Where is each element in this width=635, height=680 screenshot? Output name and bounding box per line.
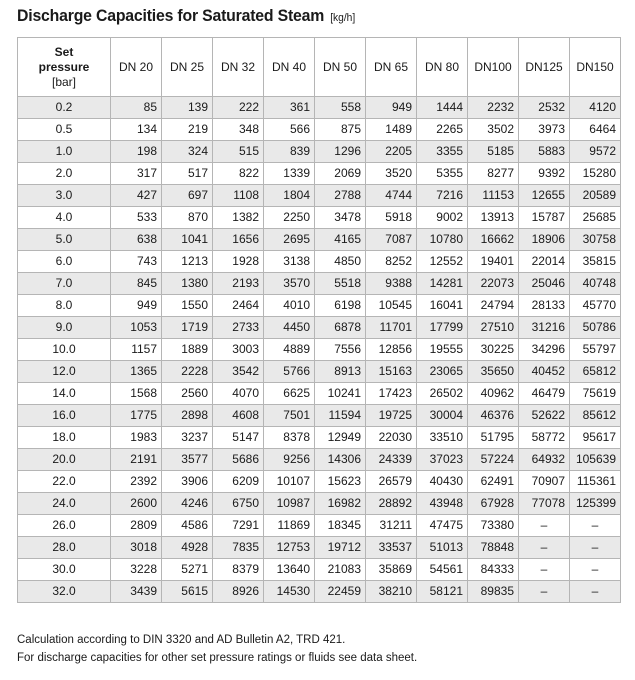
capacity-cell: 9256 [264,449,315,471]
table-row [18,361,621,383]
capacity-cell: – [570,559,621,581]
capacity-cell: 2265 [417,119,468,141]
title-unit: [kg/h] [330,12,356,24]
capacity-cell: 8926 [213,581,264,603]
capacity-cell: 1775 [111,405,162,427]
table-row [18,405,621,427]
capacity-cell: 13913 [468,207,519,229]
capacity-cell: 10780 [417,229,468,251]
table-row [18,471,621,493]
column-header: DN 65 [366,38,417,97]
capacity-cell: 8379 [213,559,264,581]
capacity-cell: 134 [111,119,162,141]
capacity-cell: 30004 [417,405,468,427]
page-title [17,6,355,30]
capacity-cell: 16662 [468,229,519,251]
table-row [18,493,621,515]
set-pressure-label-line1: Set [54,44,74,59]
capacity-cell: 3138 [264,251,315,273]
capacity-cell: 949 [111,295,162,317]
capacity-cell: 3570 [264,273,315,295]
capacity-cell: 3018 [111,537,162,559]
capacity-cell: 52622 [519,405,570,427]
capacity-cell: 57224 [468,449,519,471]
capacity-cell: 2250 [264,207,315,229]
capacity-cell: 2205 [366,141,417,163]
set-pressure-header [18,38,111,97]
capacity-cell: 5686 [213,449,264,471]
capacity-cell: 4586 [162,515,213,537]
table-row [18,119,621,141]
capacity-cell: 19725 [366,405,417,427]
capacity-cell: 2560 [162,383,213,405]
capacity-cell: 7087 [366,229,417,251]
capacity-cell: 10987 [264,493,315,515]
capacity-cell: 6625 [264,383,315,405]
capacity-cell: 3906 [162,471,213,493]
capacity-cell: 15623 [315,471,366,493]
capacity-cell: 95617 [570,427,621,449]
capacity-cell: 2733 [213,317,264,339]
capacity-cell: 1157 [111,339,162,361]
capacity-cell: 50786 [570,317,621,339]
table-row [18,581,621,603]
capacity-cell: 33537 [366,537,417,559]
capacity-cell: 2464 [213,295,264,317]
capacity-cell: 10545 [366,295,417,317]
capacity-cell: 5147 [213,427,264,449]
capacity-cell: 1444 [417,97,468,119]
capacity-cell: 1568 [111,383,162,405]
set-pressure-cell: 14.0 [18,383,111,405]
capacity-cell: 5185 [468,141,519,163]
table-row [18,207,621,229]
capacity-cell: 17423 [366,383,417,405]
capacity-cell: 40748 [570,273,621,295]
table-row [18,317,621,339]
set-pressure-cell: 24.0 [18,493,111,515]
capacity-cell: 11701 [366,317,417,339]
capacity-cell: 85612 [570,405,621,427]
capacity-cell: 2695 [264,229,315,251]
capacity-cell: 77078 [519,493,570,515]
footnotes [17,631,417,667]
capacity-cell: 2809 [111,515,162,537]
capacity-cell: 25046 [519,273,570,295]
capacity-cell: 22030 [366,427,417,449]
capacity-cell: 1889 [162,339,213,361]
capacity-cell: 40962 [468,383,519,405]
discharge-capacity-table [17,37,621,603]
capacity-cell: 24339 [366,449,417,471]
table-row [18,229,621,251]
capacity-cell: 65812 [570,361,621,383]
capacity-cell: 1365 [111,361,162,383]
capacity-cell: 4246 [162,493,213,515]
capacity-cell: 45770 [570,295,621,317]
table-row [18,163,621,185]
capacity-cell: 115361 [570,471,621,493]
capacity-cell: 1380 [162,273,213,295]
capacity-cell: 697 [162,185,213,207]
table-row [18,383,621,405]
capacity-cell: 46479 [519,383,570,405]
capacity-cell: 1719 [162,317,213,339]
capacity-cell: 1928 [213,251,264,273]
capacity-cell: 198 [111,141,162,163]
capacity-cell: 16982 [315,493,366,515]
capacity-cell: 2788 [315,185,366,207]
column-header: DN 20 [111,38,162,97]
capacity-cell: 5518 [315,273,366,295]
set-pressure-cell: 12.0 [18,361,111,383]
capacity-cell: 12753 [264,537,315,559]
capacity-cell: 3520 [366,163,417,185]
capacity-cell: 19712 [315,537,366,559]
column-header: DN 80 [417,38,468,97]
set-pressure-label-line2: pressure [38,59,90,74]
set-pressure-cell: 9.0 [18,317,111,339]
capacity-cell: 12552 [417,251,468,273]
capacity-cell: 2600 [111,493,162,515]
capacity-cell: 64932 [519,449,570,471]
capacity-cell: 3542 [213,361,264,383]
capacity-cell: 11153 [468,185,519,207]
capacity-cell: 9392 [519,163,570,185]
capacity-cell: 3439 [111,581,162,603]
capacity-cell: 19555 [417,339,468,361]
capacity-cell: 517 [162,163,213,185]
capacity-cell: 6464 [570,119,621,141]
capacity-cell: – [519,581,570,603]
set-pressure-cell: 5.0 [18,229,111,251]
capacity-cell: 23065 [417,361,468,383]
capacity-cell: 70907 [519,471,570,493]
capacity-cell: 949 [366,97,417,119]
capacity-cell: 4165 [315,229,366,251]
capacity-cell: 8913 [315,361,366,383]
capacity-cell: 4608 [213,405,264,427]
capacity-cell: 3577 [162,449,213,471]
capacity-cell: 1489 [366,119,417,141]
capacity-cell: 58121 [417,581,468,603]
capacity-cell: 1339 [264,163,315,185]
capacity-cell: 8378 [264,427,315,449]
capacity-cell: 28133 [519,295,570,317]
capacity-cell: 11594 [315,405,366,427]
set-pressure-cell: 32.0 [18,581,111,603]
capacity-cell: 1296 [315,141,366,163]
capacity-cell: 67928 [468,493,519,515]
capacity-cell: 822 [213,163,264,185]
capacity-cell: 13640 [264,559,315,581]
capacity-cell: 9002 [417,207,468,229]
capacity-cell: 31216 [519,317,570,339]
capacity-cell: 1041 [162,229,213,251]
column-header: DN125 [519,38,570,97]
column-header: DN100 [468,38,519,97]
capacity-cell: 2898 [162,405,213,427]
capacity-cell: 4010 [264,295,315,317]
capacity-cell: 3355 [417,141,468,163]
capacity-cell: 2069 [315,163,366,185]
capacity-cell: – [570,581,621,603]
capacity-cell: 75619 [570,383,621,405]
capacity-cell: 6878 [315,317,366,339]
title-text: Discharge Capacities for Saturated Steam [17,6,325,25]
capacity-cell: 37023 [417,449,468,471]
capacity-cell: 8252 [366,251,417,273]
capacity-cell: 21083 [315,559,366,581]
set-pressure-cell: 3.0 [18,185,111,207]
table-row [18,427,621,449]
capacity-cell: 5355 [417,163,468,185]
capacity-cell: 15787 [519,207,570,229]
capacity-cell: 35650 [468,361,519,383]
set-pressure-cell: 28.0 [18,537,111,559]
capacity-cell: 18906 [519,229,570,251]
capacity-cell: 4070 [213,383,264,405]
table-row [18,97,621,119]
set-pressure-cell: 0.2 [18,97,111,119]
capacity-cell: 19401 [468,251,519,273]
capacity-cell: – [570,537,621,559]
capacity-cell: 17799 [417,317,468,339]
set-pressure-cell: 10.0 [18,339,111,361]
capacity-cell: 16041 [417,295,468,317]
set-pressure-cell: 1.0 [18,141,111,163]
set-pressure-cell: 6.0 [18,251,111,273]
capacity-cell: 7835 [213,537,264,559]
capacity-cell: 219 [162,119,213,141]
capacity-cell: 2392 [111,471,162,493]
capacity-cell: 26502 [417,383,468,405]
capacity-cell: 2228 [162,361,213,383]
capacity-cell: 1656 [213,229,264,251]
capacity-cell: 4850 [315,251,366,273]
capacity-cell: 1804 [264,185,315,207]
capacity-cell: 10107 [264,471,315,493]
capacity-cell: 12856 [366,339,417,361]
capacity-cell: 6209 [213,471,264,493]
capacity-cell: 14306 [315,449,366,471]
column-header: DN 25 [162,38,213,97]
capacity-cell: 317 [111,163,162,185]
capacity-cell: 26579 [366,471,417,493]
capacity-cell: 3502 [468,119,519,141]
set-pressure-cell: 16.0 [18,405,111,427]
capacity-cell: 4450 [264,317,315,339]
capacity-cell: 31211 [366,515,417,537]
set-pressure-cell: 22.0 [18,471,111,493]
capacity-cell: 7291 [213,515,264,537]
table-row [18,295,621,317]
table-body [18,97,621,603]
capacity-cell: 62491 [468,471,519,493]
capacity-cell: 533 [111,207,162,229]
capacity-cell: 25685 [570,207,621,229]
table-row [18,251,621,273]
table-row [18,339,621,361]
capacity-cell: 875 [315,119,366,141]
capacity-cell: – [519,537,570,559]
capacity-cell: 125399 [570,493,621,515]
capacity-cell: 1213 [162,251,213,273]
capacity-cell: 11869 [264,515,315,537]
column-header: DN150 [570,38,621,97]
set-pressure-cell: 18.0 [18,427,111,449]
capacity-cell: 5615 [162,581,213,603]
capacity-cell: 324 [162,141,213,163]
table-row [18,515,621,537]
set-pressure-cell: 4.0 [18,207,111,229]
capacity-cell: 27510 [468,317,519,339]
capacity-cell: 15280 [570,163,621,185]
capacity-cell: 4120 [570,97,621,119]
capacity-cell: 845 [111,273,162,295]
capacity-cell: 9388 [366,273,417,295]
capacity-cell: 1053 [111,317,162,339]
capacity-cell: 38210 [366,581,417,603]
capacity-cell: – [519,559,570,581]
capacity-cell: 30758 [570,229,621,251]
capacity-cell: 18345 [315,515,366,537]
capacity-cell: 4889 [264,339,315,361]
capacity-cell: 638 [111,229,162,251]
capacity-cell: 839 [264,141,315,163]
capacity-cell: 33510 [417,427,468,449]
capacity-cell: 2193 [213,273,264,295]
capacity-cell: 85 [111,97,162,119]
table-row [18,559,621,581]
capacity-cell: 5271 [162,559,213,581]
capacity-cell: 5766 [264,361,315,383]
capacity-cell: 427 [111,185,162,207]
capacity-cell: 105639 [570,449,621,471]
capacity-cell: 5918 [366,207,417,229]
table-row [18,141,621,163]
set-pressure-cell: 26.0 [18,515,111,537]
set-pressure-cell: 7.0 [18,273,111,295]
capacity-cell: 47475 [417,515,468,537]
set-pressure-cell: 0.5 [18,119,111,141]
capacity-cell: 24794 [468,295,519,317]
capacity-cell: 5883 [519,141,570,163]
capacity-cell: 2191 [111,449,162,471]
capacity-cell: 46376 [468,405,519,427]
capacity-cell: 3973 [519,119,570,141]
capacity-cell: 139 [162,97,213,119]
capacity-cell: 8277 [468,163,519,185]
column-header: DN 50 [315,38,366,97]
set-pressure-unit: [bar] [51,74,76,89]
capacity-cell: 43948 [417,493,468,515]
capacity-cell: 14530 [264,581,315,603]
capacity-cell: 7556 [315,339,366,361]
capacity-cell: 3228 [111,559,162,581]
capacity-cell: 15163 [366,361,417,383]
capacity-cell: 28892 [366,493,417,515]
capacity-cell: – [570,515,621,537]
capacity-cell: 566 [264,119,315,141]
capacity-cell: 515 [213,141,264,163]
set-pressure-cell: 30.0 [18,559,111,581]
table-row [18,273,621,295]
capacity-cell: 58772 [519,427,570,449]
capacity-cell: 3478 [315,207,366,229]
capacity-cell: 9572 [570,141,621,163]
capacity-cell: 34296 [519,339,570,361]
table-row [18,449,621,471]
capacity-cell: 14281 [417,273,468,295]
capacity-cell: 55797 [570,339,621,361]
capacity-cell: 51013 [417,537,468,559]
capacity-cell: 222 [213,97,264,119]
capacity-cell: 78848 [468,537,519,559]
capacity-cell: 558 [315,97,366,119]
capacity-cell: 3003 [213,339,264,361]
footnote-other-ratings: For discharge capacities for other set pressure ratings or fluids see data sheet. [17,652,418,664]
capacity-cell: 51795 [468,427,519,449]
table-row [18,537,621,559]
capacity-cell: 870 [162,207,213,229]
table-row [18,185,621,207]
capacity-cell: 361 [264,97,315,119]
capacity-cell: 22459 [315,581,366,603]
column-header: DN 40 [264,38,315,97]
capacity-cell: 6198 [315,295,366,317]
capacity-cell: 40430 [417,471,468,493]
capacity-cell: 1983 [111,427,162,449]
capacity-cell: 10241 [315,383,366,405]
capacity-cell: 4744 [366,185,417,207]
capacity-cell: 30225 [468,339,519,361]
capacity-cell: 54561 [417,559,468,581]
column-header: DN 32 [213,38,264,97]
capacity-cell: 35815 [570,251,621,273]
capacity-cell: 7216 [417,185,468,207]
capacity-cell: 35869 [366,559,417,581]
capacity-cell: 1108 [213,185,264,207]
capacity-cell: 22014 [519,251,570,273]
capacity-cell: 12655 [519,185,570,207]
capacity-cell: 3237 [162,427,213,449]
capacity-cell: 348 [213,119,264,141]
capacity-cell: 1382 [213,207,264,229]
capacity-cell: 1550 [162,295,213,317]
capacity-cell: 89835 [468,581,519,603]
capacity-cell: 2232 [468,97,519,119]
capacity-cell: 4928 [162,537,213,559]
capacity-cell: 84333 [468,559,519,581]
capacity-cell: 73380 [468,515,519,537]
capacity-cell: 40452 [519,361,570,383]
set-pressure-cell: 20.0 [18,449,111,471]
capacity-cell: 6750 [213,493,264,515]
capacity-cell: 12949 [315,427,366,449]
capacity-cell: 22073 [468,273,519,295]
footnote-calculation: Calculation according to DIN 3320 and AD Bulletin A2, TRD 421. [17,634,346,646]
capacity-cell: 20589 [570,185,621,207]
table-header-row [18,38,621,97]
set-pressure-cell: 8.0 [18,295,111,317]
set-pressure-cell: 2.0 [18,163,111,185]
capacity-cell: 2532 [519,97,570,119]
capacity-cell: – [519,515,570,537]
capacity-cell: 743 [111,251,162,273]
capacity-cell: 7501 [264,405,315,427]
